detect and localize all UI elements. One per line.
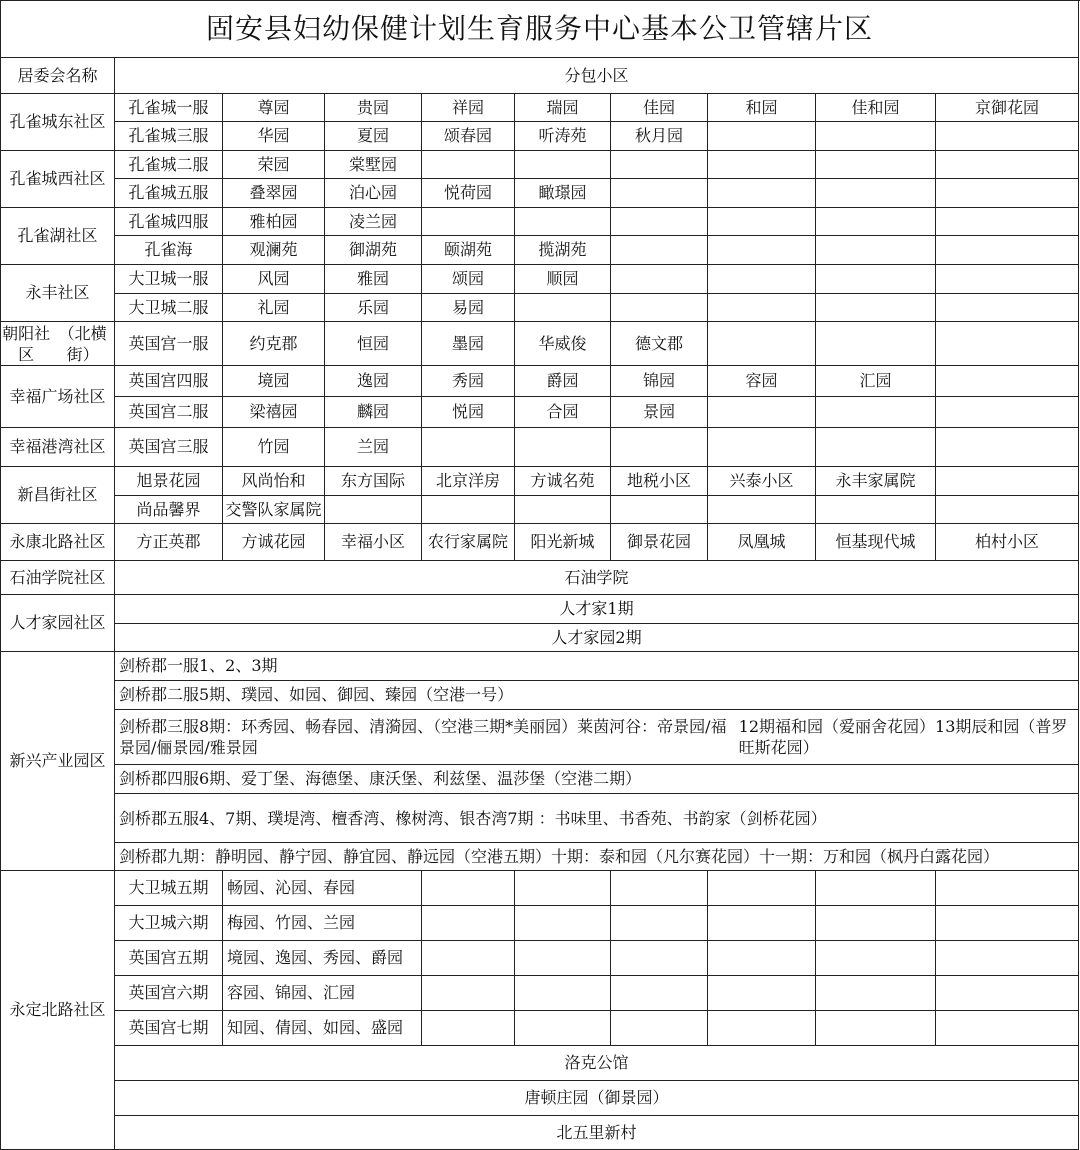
page-title: 固安县妇幼保健计划生育服务中心基本公卫管辖片区 [1,1,1079,58]
subdistrict-cell: 雅柏园 [223,208,325,236]
subdistrict-cell: 风园 [223,265,325,294]
empty-cell [708,122,816,151]
empty-cell [708,496,816,524]
empty-cell [708,871,816,906]
subdistrict-cell: 合园 [515,397,611,428]
subdistrict-cell: 御景花园 [611,524,708,561]
empty-cell [422,428,515,467]
subdistrict-cell: 幸福小区 [325,524,422,561]
subdistrict-cell: 爵园 [515,366,611,397]
subdistrict-text-row [115,794,1079,843]
subdistrict-full-row: 洛克公馆 [115,1046,1079,1081]
empty-cell [515,906,611,941]
community-name: 石油学院社区 [1,561,115,595]
subdistrict-text-row [115,710,1079,765]
empty-cell [708,236,816,265]
subdistrict-cell: 地税小区 [611,467,708,496]
subdistrict-cell: 叠翠园 [223,179,325,208]
subdistrict-cell: 兴泰小区 [708,467,816,496]
community-name: 永定北路社区 [1,871,115,1150]
subdistrict-cell: 颐湖苑 [422,236,515,265]
subdistrict-cell: 贵园 [325,94,422,122]
empty-cell [936,397,1079,428]
empty-cell [816,397,936,428]
subdistrict-full-row: 北五里新村 [115,1116,1079,1150]
empty-cell [515,1011,611,1046]
empty-cell [611,906,708,941]
subdistrict-cell: 乐园 [325,294,422,322]
empty-cell [936,871,1079,906]
empty-cell [708,179,816,208]
community-name: 幸福港湾社区 [1,428,115,467]
community-name [1,322,115,366]
subdistrict-cell: 夏园 [325,122,422,151]
phase-subdistricts: 知园、倩园、如园、盛园 [223,1011,422,1046]
subdistrict-cell: 景园 [611,397,708,428]
subdistrict-cell: 观澜苑 [223,236,325,265]
subdistrict-cell: 麟园 [325,397,422,428]
empty-cell [708,976,816,1011]
empty-cell [708,906,816,941]
empty-cell [936,496,1079,524]
subdistrict-cell: 泊心园 [325,179,422,208]
subdistrict-cell: 大卫城一服 [115,265,223,294]
empty-cell [816,1011,936,1046]
subdistrict-cell: 方诚花园 [223,524,325,561]
subdistrict-cell: 旭景花园 [115,467,223,496]
empty-cell [422,208,515,236]
phase-name: 大卫城五期 [115,871,223,906]
empty-cell [816,265,936,294]
empty-cell [708,151,816,179]
empty-cell [708,1011,816,1046]
empty-cell [816,428,936,467]
empty-cell [611,976,708,1011]
column-header-subdistricts: 分包小区 [115,58,1079,94]
subdistrict-cell: 交警队家属院 [223,496,325,524]
subdistrict-cell: 英国宫二服 [115,397,223,428]
subdistrict-cell: 凌兰园 [325,208,422,236]
subdistrict-cell: 约克郡 [223,322,325,366]
subdistrict-cell: 礼园 [223,294,325,322]
empty-cell [816,294,936,322]
empty-cell [422,941,515,976]
community-name: 幸福广场社区 [1,366,115,428]
subdistrict-cell: 易园 [422,294,515,322]
empty-cell [611,151,708,179]
community-name-line: （北横街） [58,323,107,364]
empty-cell [816,236,936,265]
subdistrict-cell: 逸园 [325,366,422,397]
empty-cell [611,265,708,294]
subdistrict-cell: 汇园 [816,366,936,397]
empty-cell [936,976,1079,1011]
empty-cell [611,179,708,208]
subdistrict-cell: 孔雀城一服 [115,94,223,122]
subdistrict-cell: 风尚怡和 [223,467,325,496]
subdistrict-cell: 竹园 [223,428,325,467]
empty-cell [816,179,936,208]
empty-cell [936,151,1079,179]
empty-cell [515,294,611,322]
empty-cell [611,236,708,265]
subdistrict-cell: 英国宫一服 [115,322,223,366]
subdistrict-cell: 佳园 [611,94,708,122]
subdistrict-cell: 瞰璟园 [515,179,611,208]
empty-cell [936,428,1079,467]
subdistrict-cell: 方诚名苑 [515,467,611,496]
empty-cell [816,122,936,151]
empty-cell [936,322,1079,366]
empty-cell [611,941,708,976]
subdistrict-cell: 英国宫三服 [115,428,223,467]
subdistrict-text-row: 剑桥郡九期：静明园、静宁园、静宜园、静远园（空港五期）十期：泰和园（凡尔赛花园）十一期：万和园（枫丹白露花园） [115,843,1079,871]
subdistrict-cell: 凤凰城 [708,524,816,561]
empty-cell [708,941,816,976]
subdistrict-cell: 梁禧园 [223,397,325,428]
subdistrict-text-row-line: 剑桥郡五服4、7期、璞堤湾、檀香湾、橡树湾、银杏湾 [119,808,508,828]
community-name: 孔雀湖社区 [1,208,115,265]
empty-cell [611,294,708,322]
empty-cell [936,179,1079,208]
empty-cell [708,294,816,322]
empty-cell [422,151,515,179]
community-name: 新兴产业园区 [1,652,115,871]
empty-cell [936,208,1079,236]
community-name: 孔雀城东社区 [1,94,115,151]
phase-subdistricts: 畅园、沁园、春园 [223,871,422,906]
community-name: 新昌街社区 [1,467,115,524]
subdistrict-cell: 华威俊 [515,322,611,366]
empty-cell [611,1011,708,1046]
subdistrict-cell: 京御花园 [936,94,1079,122]
subdistrict-cell: 悦荷园 [422,179,515,208]
subdistrict-text-row-line: 7期 ：书味里、书香苑、书韵家（剑桥花园） [507,808,827,828]
subdistrict-cell: 华园 [223,122,325,151]
subdistrict-cell: 孔雀城三服 [115,122,223,151]
subdistrict-cell: 柏村小区 [936,524,1079,561]
empty-cell [515,208,611,236]
subdistrict-cell: 孔雀城四服 [115,208,223,236]
empty-cell [611,428,708,467]
subdistrict-cell: 永丰家属院 [816,467,936,496]
empty-cell [515,941,611,976]
subdistrict-text-row: 剑桥郡一服1、2、3期 [115,652,1079,681]
subdistrict-cell: 境园 [223,366,325,397]
empty-cell [816,496,936,524]
community-name: 人才家园社区 [1,595,115,652]
subdistrict-cell: 佳和园 [816,94,936,122]
subdistrict-cell: 祥园 [422,94,515,122]
empty-cell [422,1011,515,1046]
subdistrict-cell: 孔雀海 [115,236,223,265]
subdistrict-cell: 兰园 [325,428,422,467]
subdistrict-full-row: 唐顿庄园（御景园） [115,1081,1079,1116]
community-name: 孔雀城西社区 [1,151,115,208]
empty-cell [422,976,515,1011]
empty-cell [936,122,1079,151]
subdistrict-cell: 秋月园 [611,122,708,151]
empty-cell [611,208,708,236]
subdistrict-cell: 孔雀城五服 [115,179,223,208]
empty-cell [936,1011,1079,1046]
empty-cell [611,871,708,906]
subdistrict-cell: 恒基现代城 [816,524,936,561]
subdistrict-cell: 颂春园 [422,122,515,151]
subdistrict-cell: 揽湖苑 [515,236,611,265]
subdistrict-cell: 尊园 [223,94,325,122]
subdistrict-cell: 恒园 [325,322,422,366]
subdistrict-cell: 方正英郡 [115,524,223,561]
subdistrict-text-row: 剑桥郡四服6期、爱丁堡、海德堡、康沃堡、利兹堡、温莎堡（空港二期） [115,765,1079,794]
empty-cell [708,322,816,366]
subdistrict-cell: 英国宫四服 [115,366,223,397]
empty-cell [422,906,515,941]
subdistrict-cell: 农行家属院 [422,524,515,561]
subdistrict-cell: 尚品馨界 [115,496,223,524]
subdistrict-cell: 孔雀城二服 [115,151,223,179]
empty-cell [936,906,1079,941]
empty-cell [816,871,936,906]
community-name: 永丰社区 [1,265,115,322]
empty-cell [515,496,611,524]
community-name: 永康北路社区 [1,524,115,561]
community-name-line: 朝阳社区 [2,323,51,364]
empty-cell [325,496,422,524]
subdistrict-cell: 听涛苑 [515,122,611,151]
empty-cell [611,496,708,524]
subdistrict-cell: 悦园 [422,397,515,428]
column-header-committee: 居委会名称 [1,58,115,94]
subdistrict-cell: 阳光新城 [515,524,611,561]
phase-subdistricts: 境园、逸园、秀园、爵园 [223,941,422,976]
empty-cell [422,496,515,524]
phase-name: 英国宫五期 [115,941,223,976]
empty-cell [515,428,611,467]
subdistrict-full-row: 人才家1期 [115,595,1079,624]
empty-cell [708,397,816,428]
subdistrict-full-row: 石油学院 [115,561,1079,595]
empty-cell [816,151,936,179]
empty-cell [816,208,936,236]
phase-subdistricts: 容园、锦园、汇园 [223,976,422,1011]
empty-cell [936,941,1079,976]
subdistrict-cell: 锦园 [611,366,708,397]
phase-subdistricts: 梅园、竹园、兰园 [223,906,422,941]
subdistrict-full-row: 人才家园2期 [115,624,1079,652]
empty-cell [816,941,936,976]
subdistrict-cell: 荣园 [223,151,325,179]
empty-cell [936,366,1079,397]
subdistrict-cell: 和园 [708,94,816,122]
subdistrict-text-row: 剑桥郡二服5期、璞园、如园、御园、臻园（空港一号） [115,681,1079,710]
subdistrict-cell: 瑞园 [515,94,611,122]
subdistrict-cell: 顺园 [515,265,611,294]
empty-cell [936,265,1079,294]
empty-cell [515,976,611,1011]
subdistrict-cell: 墨园 [422,322,515,366]
subdistrict-cell: 北京洋房 [422,467,515,496]
empty-cell [422,871,515,906]
subdistrict-cell: 雅园 [325,265,422,294]
empty-cell [936,236,1079,265]
phase-name: 大卫城六期 [115,906,223,941]
empty-cell [515,151,611,179]
subdistrict-cell: 御湖苑 [325,236,422,265]
empty-cell [816,906,936,941]
subdistrict-cell: 棠墅园 [325,151,422,179]
empty-cell [708,208,816,236]
empty-cell [515,871,611,906]
subdistrict-cell: 容园 [708,366,816,397]
empty-cell [936,467,1079,496]
subdistrict-cell: 东方国际 [325,467,422,496]
subdistrict-cell: 秀园 [422,366,515,397]
subdistrict-cell: 大卫城二服 [115,294,223,322]
empty-cell [708,265,816,294]
empty-cell [708,428,816,467]
subdistrict-cell: 颂园 [422,265,515,294]
subdistrict-cell: 德文郡 [611,322,708,366]
subdistrict-text-row-line: 12期福和园（爱丽舍花园）13期辰和园（普罗旺斯花园） [738,717,1068,757]
phase-name: 英国宫七期 [115,1011,223,1046]
phase-name: 英国宫六期 [115,976,223,1011]
empty-cell [936,294,1079,322]
subdistrict-text-row-line: 剑桥郡三服8期：环秀园、畅春园、清漪园、（空港三期*美丽园）莱茵河谷：帝景园/福景园/俪景园/雅景园 [119,717,727,757]
empty-cell [816,322,936,366]
empty-cell [816,976,936,1011]
